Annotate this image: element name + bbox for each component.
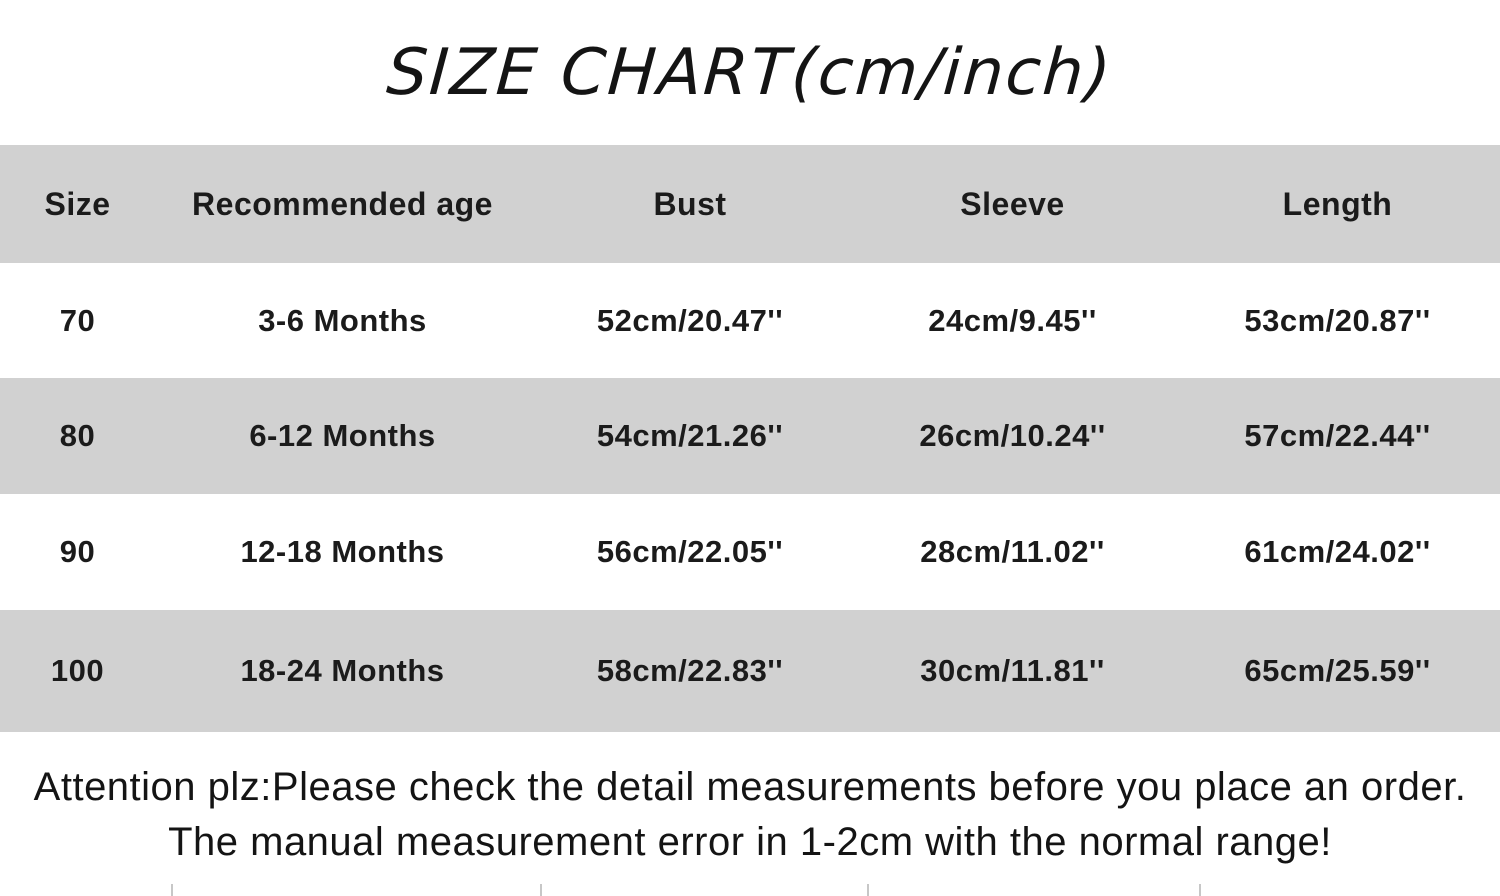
cell-bust: 54cm/21.26'' <box>596 418 784 453</box>
page-title: SIZE CHART(cm/inch) <box>384 35 1116 110</box>
cell-sleeve: 24cm/9.45'' <box>928 302 1097 338</box>
cell-age: 6-12 Months <box>249 418 436 453</box>
cell-length: 61cm/24.02'' <box>1244 534 1431 569</box>
attention-note-line-2: The manual measurement error in 1-2cm with the normal range! <box>168 820 1332 864</box>
cell-size: 90 <box>59 534 96 569</box>
table-row-size-70 <box>0 263 1500 378</box>
column-header-size: Size <box>44 185 111 222</box>
cell-sleeve: 30cm/11.81'' <box>920 653 1105 688</box>
column-header-recommended-age: Recommended age <box>192 185 493 222</box>
cropped-table-gridline <box>540 884 542 896</box>
cell-sleeve: 26cm/10.24'' <box>919 418 1106 453</box>
cell-size: 100 <box>50 653 105 688</box>
cropped-table-gridline <box>171 884 173 896</box>
table-row-size-90 <box>0 494 1500 610</box>
cell-age: 12-18 Months <box>240 534 445 569</box>
cell-length: 65cm/25.59'' <box>1244 653 1431 688</box>
cropped-table-gridline <box>1199 884 1201 896</box>
table-row-size-100 <box>0 610 1500 732</box>
cell-length: 53cm/20.87'' <box>1244 302 1431 338</box>
attention-note <box>0 732 1500 870</box>
cell-bust: 56cm/22.05'' <box>596 534 784 569</box>
attention-note-line-1: Attention plz:Please check the detail measurements before you place an order. <box>33 765 1467 809</box>
column-header-bust: Bust <box>653 185 727 222</box>
cell-age: 18-24 Months <box>240 653 445 688</box>
column-header-sleeve: Sleeve <box>960 185 1065 222</box>
cell-bust: 52cm/20.47'' <box>596 302 784 338</box>
cell-size: 80 <box>59 418 96 453</box>
cell-length: 57cm/22.44'' <box>1244 418 1431 453</box>
cell-size: 70 <box>59 302 96 338</box>
table-header-row <box>0 145 1500 263</box>
title-area <box>0 0 1500 145</box>
column-header-length: Length <box>1282 185 1393 222</box>
cell-bust: 58cm/22.83'' <box>596 653 784 688</box>
size-table <box>0 145 1500 732</box>
cell-age: 3-6 Months <box>258 302 427 338</box>
cropped-table-gridline <box>867 884 869 896</box>
cell-sleeve: 28cm/11.02'' <box>920 534 1105 569</box>
table-row-size-80 <box>0 378 1500 494</box>
